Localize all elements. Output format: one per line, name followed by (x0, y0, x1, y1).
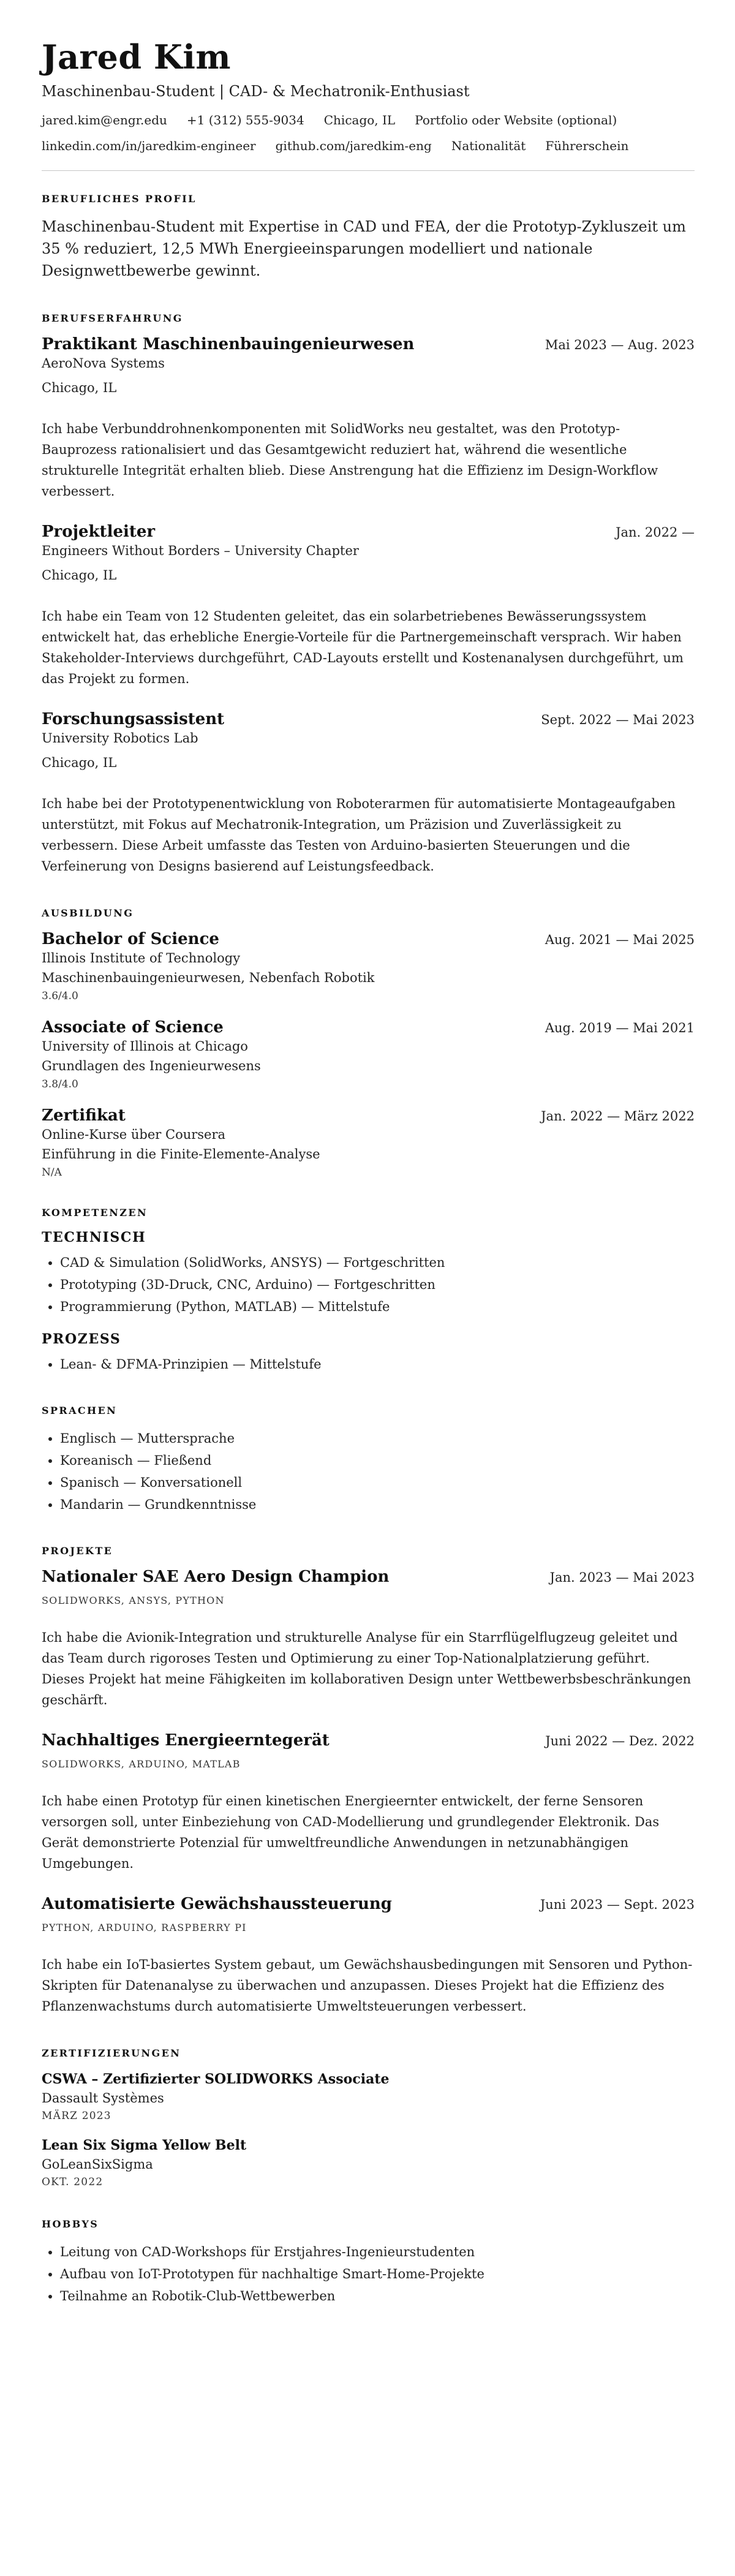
contact-phone[interactable]: +1 (312) 555-9034 (186, 113, 304, 127)
list-item: • Teilnahme an Robotik-Club-Wettbewerben (60, 2285, 695, 2307)
experience-role: Forschungsassistent (42, 710, 225, 728)
list-item: • Englisch — Muttersprache (60, 1427, 695, 1449)
experience-org: University Robotics Lab (42, 731, 198, 746)
list-item: • Lean- & DFMA-Prinzipien — Mittelstufe (60, 1353, 695, 1375)
education-degree: Zertifikat (42, 1106, 126, 1125)
list-item: • Mandarin — Grundkenntnisse (60, 1494, 695, 1516)
hobbies-section-title: HOBBYS (42, 2218, 99, 2230)
contact-nationality: Nationalität (451, 138, 526, 153)
candidate-name: Jared Kim (42, 37, 231, 77)
certification-name: CSWA – Zertifizierter SOLIDWORKS Associate (42, 2071, 390, 2087)
list-item: • Aufbau von IoT-Prototypen für nachhaltige Smart-Home-Projekte (60, 2263, 695, 2285)
list-item: • Leitung von CAD-Workshops für Erstjahres-Ingenieurstudenten (60, 2241, 695, 2263)
education-dates: Aug. 2021 — Mai 2025 (545, 932, 695, 947)
project-name: Nachhaltiges Energieerntegerät (42, 1731, 330, 1750)
certification-name: Lean Six Sigma Yellow Belt (42, 2137, 247, 2153)
experience-location: Chicago, IL (42, 380, 117, 395)
languages-list (42, 1427, 695, 1516)
project-dates: Jan. 2023 — Mai 2023 (549, 1570, 695, 1585)
education-gpa: 3.6/4.0 (42, 990, 78, 1002)
certifications-section-title: ZERTIFIZIERUNGEN (42, 2047, 181, 2059)
list-item: • Programmierung (Python, MATLAB) — Mittelstufe (60, 1296, 695, 1318)
education-dates: Aug. 2019 — Mai 2021 (545, 1021, 695, 1035)
experience-entry (42, 710, 695, 877)
contact-row-secondary (42, 137, 695, 154)
list-item: • Koreanisch — Fließend (60, 1449, 695, 1471)
education-school: University of Illinois at Chicago (42, 1039, 248, 1054)
projects-section-title: PROJEKTE (42, 1545, 113, 1557)
project-tech: PYTHON, ARDUINO, RASPBERRY PI (42, 1922, 247, 1933)
contact-linkedin[interactable]: linkedin.com/in/jaredkim-engineer (42, 138, 256, 153)
certification-issuer: GoLeanSixSigma (42, 2157, 153, 2172)
project-description: Ich habe einen Prototyp für einen kinetischen Energieernter entwickelt, der ferne Sensoren versorgen soll, unter Einbeziehung von CAD-Modellierung und grundlegender Elektronik. Das Gerät demonstrierte Potenzial für umweltfreundliche Anwendungen in netzunabhängigen Umgebungen. (42, 1794, 660, 1871)
education-entry (42, 1106, 695, 1179)
education-field: Grundlagen des Ingenieurwesens (42, 1059, 261, 1073)
education-field: Einführung in die Finite-Elemente-Analyse (42, 1147, 320, 1161)
profile-summary: Maschinenbau-Student mit Expertise in CAD und FEA, der die Prototyp-Zykluszeit um 35 % reduziert, 12,5 MWh Energieeinsparungen modelliert und nationale Designwettbewerbe gewinnt. (42, 218, 686, 279)
project-description: Ich habe ein IoT-basiertes System gebaut, um Gewächshausbedingungen mit Sensoren und Python-Skripten für Datenanalyse zu überwachen und anzupassen. Dieses Projekt hat die Effizienz des Pflanzenwachstums durch automatisierte Umweltsteuerungen verbessert. (42, 1957, 693, 2014)
project-tech: SOLIDWORKS, ARDUINO, MATLAB (42, 1758, 241, 1770)
education-gpa: 3.8/4.0 (42, 1078, 78, 1090)
experience-role: Praktikant Maschinenbauingenieurwesen (42, 335, 415, 353)
contact-portfolio[interactable]: Portfolio oder Website (optional) (415, 113, 617, 127)
project-dates: Juni 2023 — Sept. 2023 (540, 1897, 695, 1912)
list-item: • Spanisch — Konversationell (60, 1471, 695, 1494)
experience-description: Ich habe ein Team von 12 Studenten geleitet, das ein solarbetriebenes Bewässerungssystem entwickelt hat, das erhebliche Energie-Vorteile für die Partnergemeinschaft versprach. Wir haben Stakeholder-Interviews durchgeführt, CAD-Layouts erstellt und Kostenanalysen durchgeführt, um das Projekt zu formen. (42, 609, 684, 686)
experience-dates: Mai 2023 — Aug. 2023 (545, 338, 695, 352)
experience-entry (42, 335, 695, 502)
education-entry (42, 1018, 695, 1090)
skills-technical-title: TECHNISCH (42, 1229, 146, 1245)
contact-row-primary (42, 111, 695, 129)
contact-github[interactable]: github.com/jaredkim-eng (275, 138, 432, 153)
profile-section-title: BERUFLICHES PROFIL (42, 193, 197, 205)
certification-issuer: Dassault Systèmes (42, 2091, 164, 2106)
project-dates: Juni 2022 — Dez. 2022 (545, 1734, 695, 1748)
experience-description: Ich habe Verbunddrohnenkomponenten mit SolidWorks neu gestaltet, was den Prototyp-Bauprozess rationalisiert und das Gesamtgewicht reduziert hat, während die wesentliche strukturelle Integrität erhalten blieb. Diese Anstrengung hat die Effizienz im Design-Workflow verbessert. (42, 421, 658, 499)
education-entry (42, 930, 695, 1002)
experience-org: AeroNova Systems (42, 356, 165, 371)
experience-dates: Sept. 2022 — Mai 2023 (541, 712, 695, 727)
skills-section-title: KOMPETENZEN (42, 1207, 148, 1218)
header-divider (42, 170, 695, 171)
list-item: • CAD & Simulation (SolidWorks, ANSYS) — Fortgeschritten (60, 1252, 695, 1274)
education-gpa: N/A (42, 1166, 62, 1179)
project-entry (42, 1568, 695, 1710)
certification-date: MÄRZ 2023 (42, 2110, 111, 2122)
skills-process-list (42, 1353, 695, 1375)
project-name: Nationaler SAE Aero Design Champion (42, 1568, 390, 1586)
experience-section-title: BERUFSERFAHRUNG (42, 312, 183, 324)
skills-process-title: PROZESS (42, 1331, 121, 1347)
experience-location: Chicago, IL (42, 568, 117, 583)
project-entry (42, 1895, 695, 2017)
project-tech: SOLIDWORKS, ANSYS, PYTHON (42, 1595, 225, 1606)
education-field: Maschinenbauingenieurwesen, Nebenfach Robotik (42, 970, 375, 985)
project-name: Automatisierte Gewächshaussteuerung (42, 1895, 392, 1913)
project-entry (42, 1731, 695, 1874)
candidate-headline: Maschinenbau-Student | CAD- & Mechatronik-Enthusiast (42, 83, 470, 100)
languages-section-title: SPRACHEN (42, 1405, 118, 1416)
experience-org: Engineers Without Borders – University Chapter (42, 543, 359, 558)
certification-date: OKT. 2022 (42, 2176, 104, 2188)
certification-entry (42, 2136, 695, 2190)
contact-location: Chicago, IL (323, 113, 396, 127)
experience-location: Chicago, IL (42, 755, 117, 770)
contact-email[interactable]: jared.kim@engr.edu (42, 113, 167, 127)
skills-technical-list (42, 1252, 695, 1318)
education-school: Illinois Institute of Technology (42, 951, 241, 965)
project-description: Ich habe die Avionik-Integration und strukturelle Analyse für ein Starrflügelflugzeug geleitet und das Team durch rigoroses Testen und Optimierung zu einer Top-Nationalplatzierung geführt. Dieses Projekt hat meine Fähigkeiten im kollaborativen Design unter Wettbewerbsbeschränkungen geschärft. (42, 1630, 692, 1707)
experience-dates: Jan. 2022 — (616, 525, 695, 540)
hobbies-list (42, 2241, 695, 2307)
education-dates: Jan. 2022 — März 2022 (541, 1109, 695, 1124)
education-degree: Bachelor of Science (42, 930, 219, 948)
education-degree: Associate of Science (42, 1018, 224, 1037)
experience-description: Ich habe bei der Prototypenentwicklung von Roboterarmen für automatisierte Montageaufgaben unterstützt, mit Fokus auf Mechatronik-Integration, um Präzision und Zuverlässigkeit zu verbessern. Diese Arbeit umfasste das Testen von Arduino-basierten Steuerungen und die Verfeinerung von Designs basierend auf Leistungsfeedback. (42, 796, 676, 874)
contact-drivers-license: Führerschein (545, 138, 629, 153)
education-section-title: AUSBILDUNG (42, 907, 134, 919)
experience-role: Projektleiter (42, 523, 156, 541)
education-school: Online-Kurse über Coursera (42, 1127, 226, 1142)
certification-entry (42, 2070, 695, 2124)
list-item: • Prototyping (3D-Druck, CNC, Arduino) — Fortgeschritten (60, 1274, 695, 1296)
experience-entry (42, 523, 695, 689)
